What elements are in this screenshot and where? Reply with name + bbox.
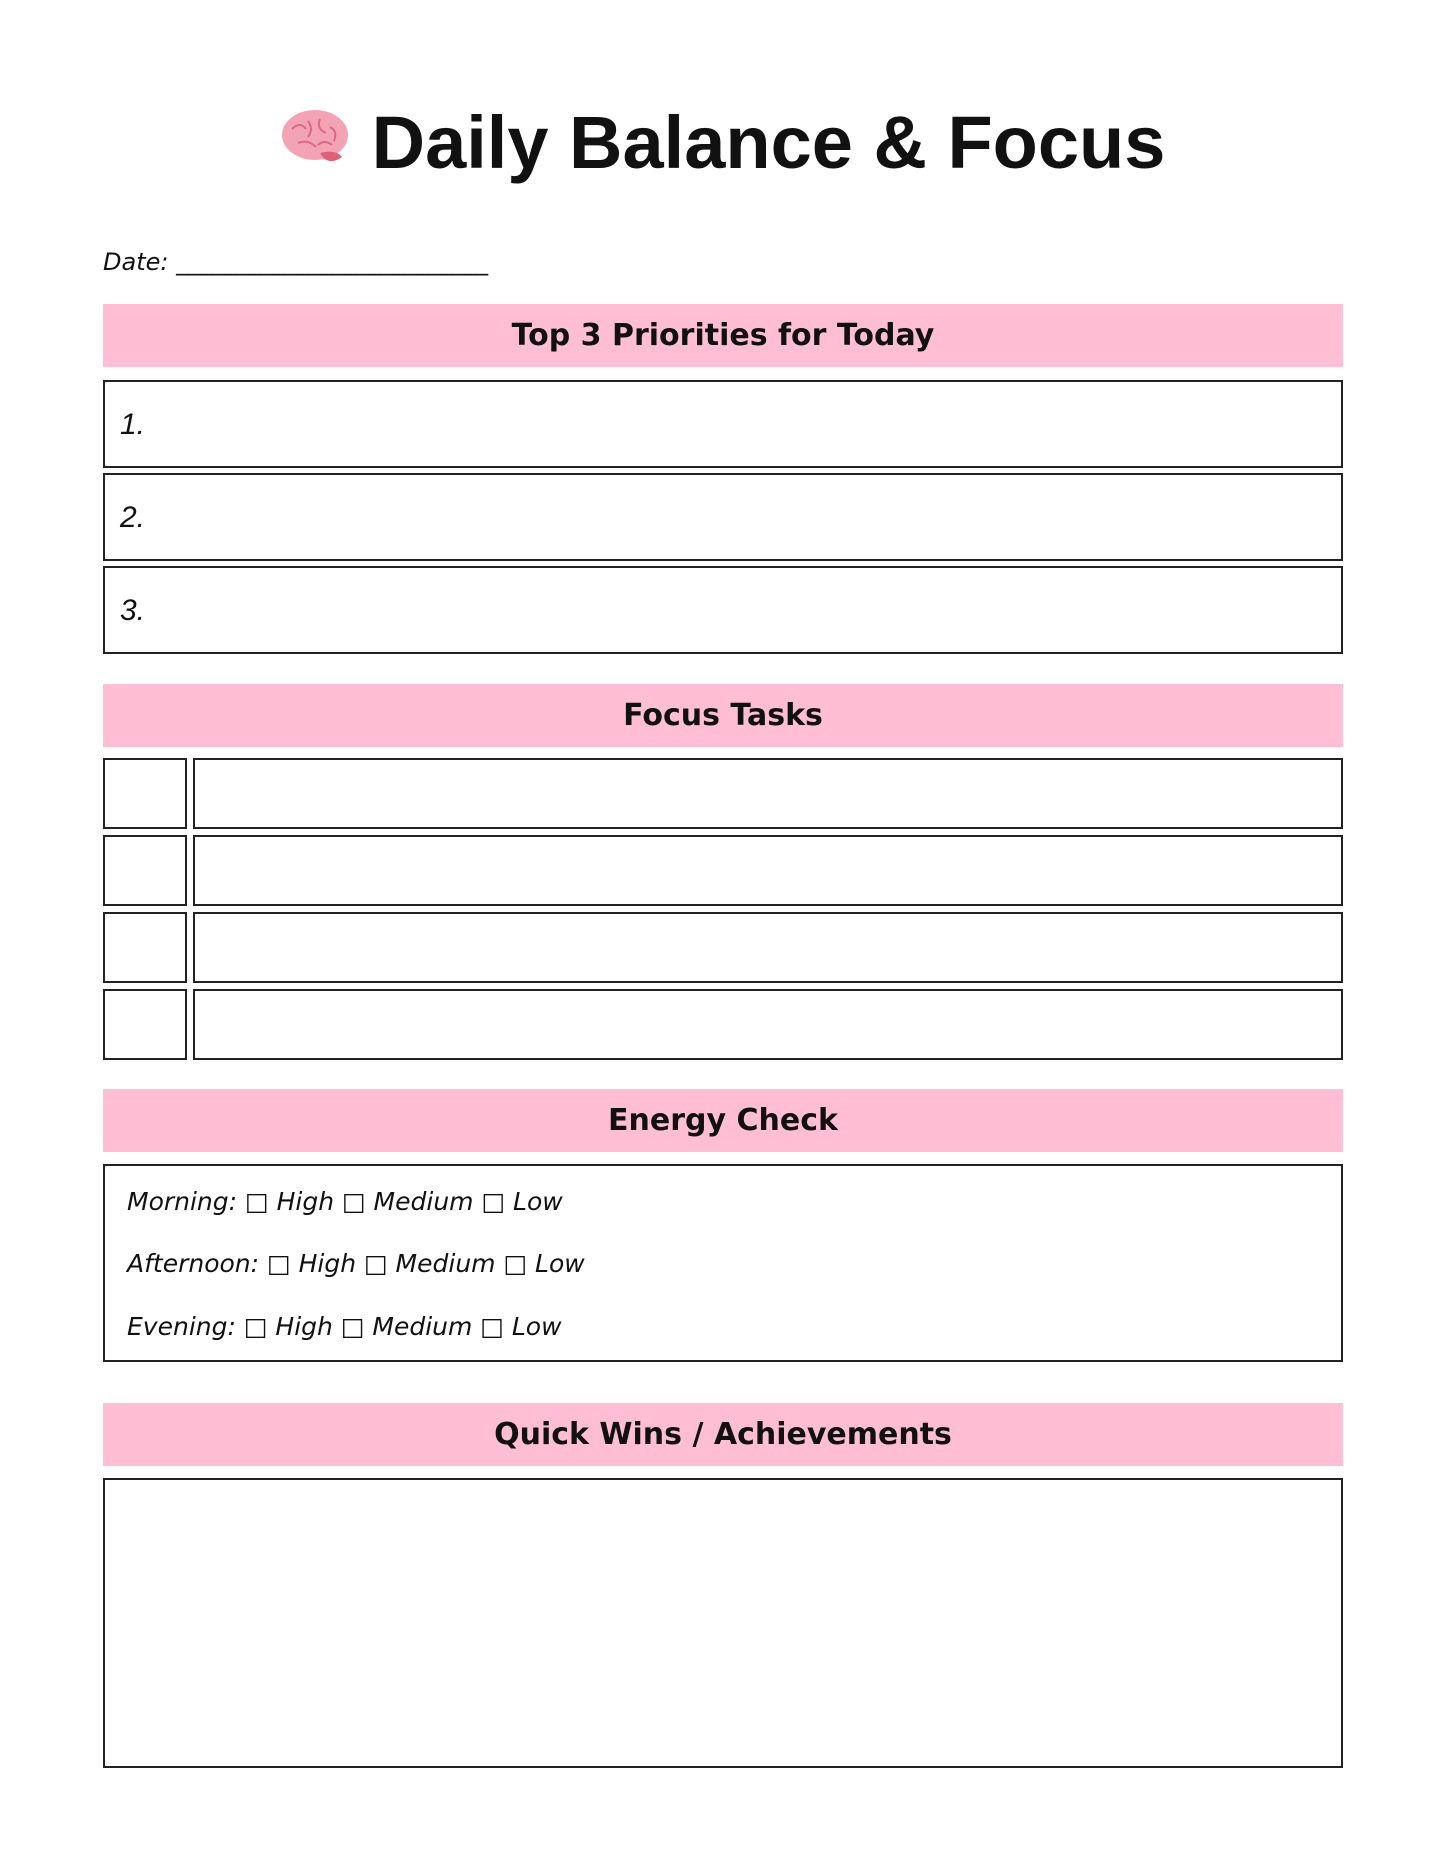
task-field[interactable] bbox=[193, 758, 1343, 829]
energy-afternoon[interactable]: Afternoon: □ High □ Medium □ Low bbox=[127, 1249, 585, 1278]
priority-number: 3. bbox=[120, 594, 146, 627]
task-checkbox[interactable] bbox=[103, 835, 187, 906]
priority-row-1[interactable] bbox=[103, 380, 1343, 468]
priority-row-2[interactable] bbox=[103, 473, 1343, 561]
focus-tasks-header: Focus Tasks bbox=[103, 684, 1343, 747]
task-checkbox[interactable] bbox=[103, 989, 187, 1060]
priority-number: 1. bbox=[120, 408, 146, 441]
task-checkbox[interactable] bbox=[103, 912, 187, 983]
task-field[interactable] bbox=[193, 989, 1343, 1060]
priority-row-3[interactable] bbox=[103, 566, 1343, 654]
energy-morning[interactable]: Morning: □ High □ Medium □ Low bbox=[127, 1187, 563, 1216]
energy-check-header: Energy Check bbox=[103, 1089, 1343, 1152]
task-field[interactable] bbox=[193, 835, 1343, 906]
priorities-header: Top 3 Priorities for Today bbox=[103, 304, 1343, 367]
energy-evening[interactable]: Evening: □ High □ Medium □ Low bbox=[127, 1312, 562, 1341]
priority-number: 2. bbox=[120, 501, 146, 534]
task-field[interactable] bbox=[193, 912, 1343, 983]
quick-wins-box[interactable] bbox=[103, 1478, 1343, 1768]
title-text: Daily Balance & Focus bbox=[371, 101, 1166, 184]
brain-icon bbox=[280, 94, 350, 190]
page-title bbox=[0, 95, 1445, 196]
task-checkbox[interactable] bbox=[103, 758, 187, 829]
date-field[interactable]: Date: __________________________ bbox=[103, 248, 489, 276]
quick-wins-header: Quick Wins / Achievements bbox=[103, 1403, 1343, 1466]
